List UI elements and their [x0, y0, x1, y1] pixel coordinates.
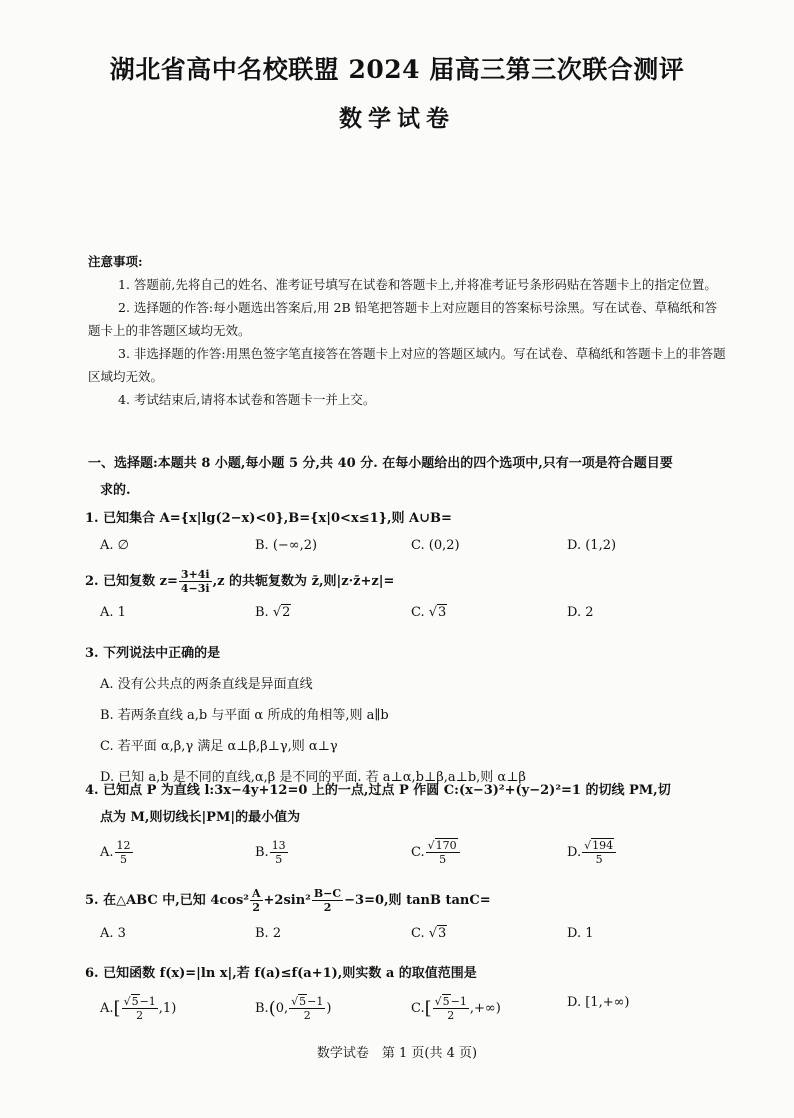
section-heading-line1: 一、选择题:本题共 8 小题,每小题 5 分,共 40 分. 在每小题给出的四个选项中,只有一项是符合题目要 — [88, 456, 673, 471]
q1-option-c: C. (0,2) — [411, 538, 460, 553]
q1-option-d: D. (1,2) — [567, 538, 617, 553]
question-6-stem: 6. 已知函数 f(x)=|ln x|,若 f(a)≤f(a+1),则实数 a 的取值范围是 — [85, 966, 477, 981]
q2-option-c: C. √3 — [411, 605, 447, 620]
q4-option-a: A. $\frac{12}{5}$ — [100, 839, 131, 866]
q4-option-c: C. $\frac{√170}{5}$ — [411, 839, 461, 866]
notice-item-3: 3. 非选择题的作答:用黑色签字笔直接答在答题卡上对应的答题区域内。写在试卷、草稿纸和答题卡上的非答题区域均无效。 — [88, 346, 726, 384]
q6-option-c: C.[ $\frac{√5-1}{2}$ ,+∞) — [411, 995, 501, 1022]
notice-item-1: 1. 答题前,先将自己的姓名、准考证号填写在试卷和答题卡上,并将准考证号条形码贴在答题卡上的指定位置。 — [118, 277, 717, 292]
question-2-stem: 2. 已知复数 z= $\frac{3+4i}{4-3i}$ ,z 的共轭复数为 z̄,则|z·z̄+z|= — [85, 568, 395, 595]
question-6-options — [85, 995, 735, 1031]
question-5-options — [85, 926, 735, 948]
q2-option-d: D. 2 — [567, 605, 594, 620]
q1-option-b: B. (−∞,2) — [255, 538, 318, 553]
q5-option-d: D. 1 — [567, 926, 594, 941]
question-4-options — [85, 839, 735, 875]
q3-option-b: B. 若两条直线 a,b 与平面 α 所成的角相等,则 a∥b — [100, 708, 389, 723]
q3-option-c: C. 若平面 α,β,γ 满足 α⊥β,β⊥γ,则 α⊥γ — [100, 739, 338, 754]
question-4-stem-line1: 4. 已知点 P 为直线 l:3x−4y+12=0 上的一点,过点 P 作圆 C:(x−3)²+(y−2)²=1 的切线 PM,切 — [85, 783, 671, 798]
question-1-options — [85, 538, 735, 560]
question-1-stem: 1. 已知集合 A={x|lg(2−x)<0},B={x|0<x≤1},则 A∪B= — [85, 511, 452, 526]
section-heading — [88, 450, 733, 504]
question-5 — [85, 887, 735, 948]
exam-subject-title: 数学试卷 — [339, 105, 455, 132]
q6-option-a: A.[ $\frac{√5-1}{2}$ ,1) — [100, 995, 177, 1022]
question-2-options — [85, 605, 735, 627]
q5-option-c: C. √3 — [411, 926, 447, 941]
question-1 — [85, 507, 735, 560]
q5-option-b: B. 2 — [255, 926, 282, 941]
question-6 — [85, 962, 735, 1031]
section-heading-line2: 求的. — [100, 483, 131, 498]
q3-option-a: A. 没有公共点的两条直线是异面直线 — [100, 677, 313, 692]
q6-option-b: B.(0, $\frac{√5-1}{2}$ ) — [255, 995, 332, 1022]
notice-block — [88, 250, 728, 411]
q5-option-a: A. 3 — [100, 926, 126, 941]
notice-heading: 注意事项: — [88, 254, 143, 269]
question-4 — [85, 779, 735, 875]
question-4-stem-line2: 点为 M,则切线长|PM|的最小值为 — [100, 810, 301, 825]
q1-option-a: A. ∅ — [100, 538, 129, 553]
page-footer: 数学试卷 第 1 页(共 4 页) — [316, 1046, 478, 1061]
q3-option-d: D. 已知 a,b 是不同的直线,α,β 是不同的平面. 若 a⊥α,b⊥β,a⊥b,则 α⊥β — [100, 770, 526, 785]
q4-option-b: B. $\frac{13}{5}$ — [255, 839, 286, 866]
question-2 — [85, 568, 735, 627]
exam-header-title: 湖北省高中名校联盟 2024 届高三第三次联合测评 — [109, 55, 685, 84]
q2-option-a: A. 1 — [100, 605, 126, 620]
question-5-stem: 5. 在△ABC 中,已知 4cos² $\frac{A}{2}$ +2sin² $\frac{B-C}{2}$ −3=0,则 tanB tanC= — [85, 887, 491, 914]
q4-option-d: D. $\frac{√194}{5}$ — [567, 839, 617, 866]
notice-item-4: 4. 考试结束后,请将本试卷和答题卡一并上交。 — [118, 392, 376, 407]
question-3 — [85, 642, 735, 785]
question-3-stem: 3. 下列说法中正确的是 — [85, 646, 221, 661]
q6-option-d: D. [1,+∞) — [567, 995, 630, 1010]
q2-fraction: $\frac{3+4i}{4-3i}$ — [180, 568, 210, 595]
notice-item-2: 2. 选择题的作答:每小题选出答案后,用 2B 铅笔把答题卡上对应题目的答案标号涂黑。写在试卷、草稿纸和答题卡上的非答题区域均无效。 — [88, 300, 718, 338]
q2-option-b: B. √2 — [255, 605, 291, 620]
